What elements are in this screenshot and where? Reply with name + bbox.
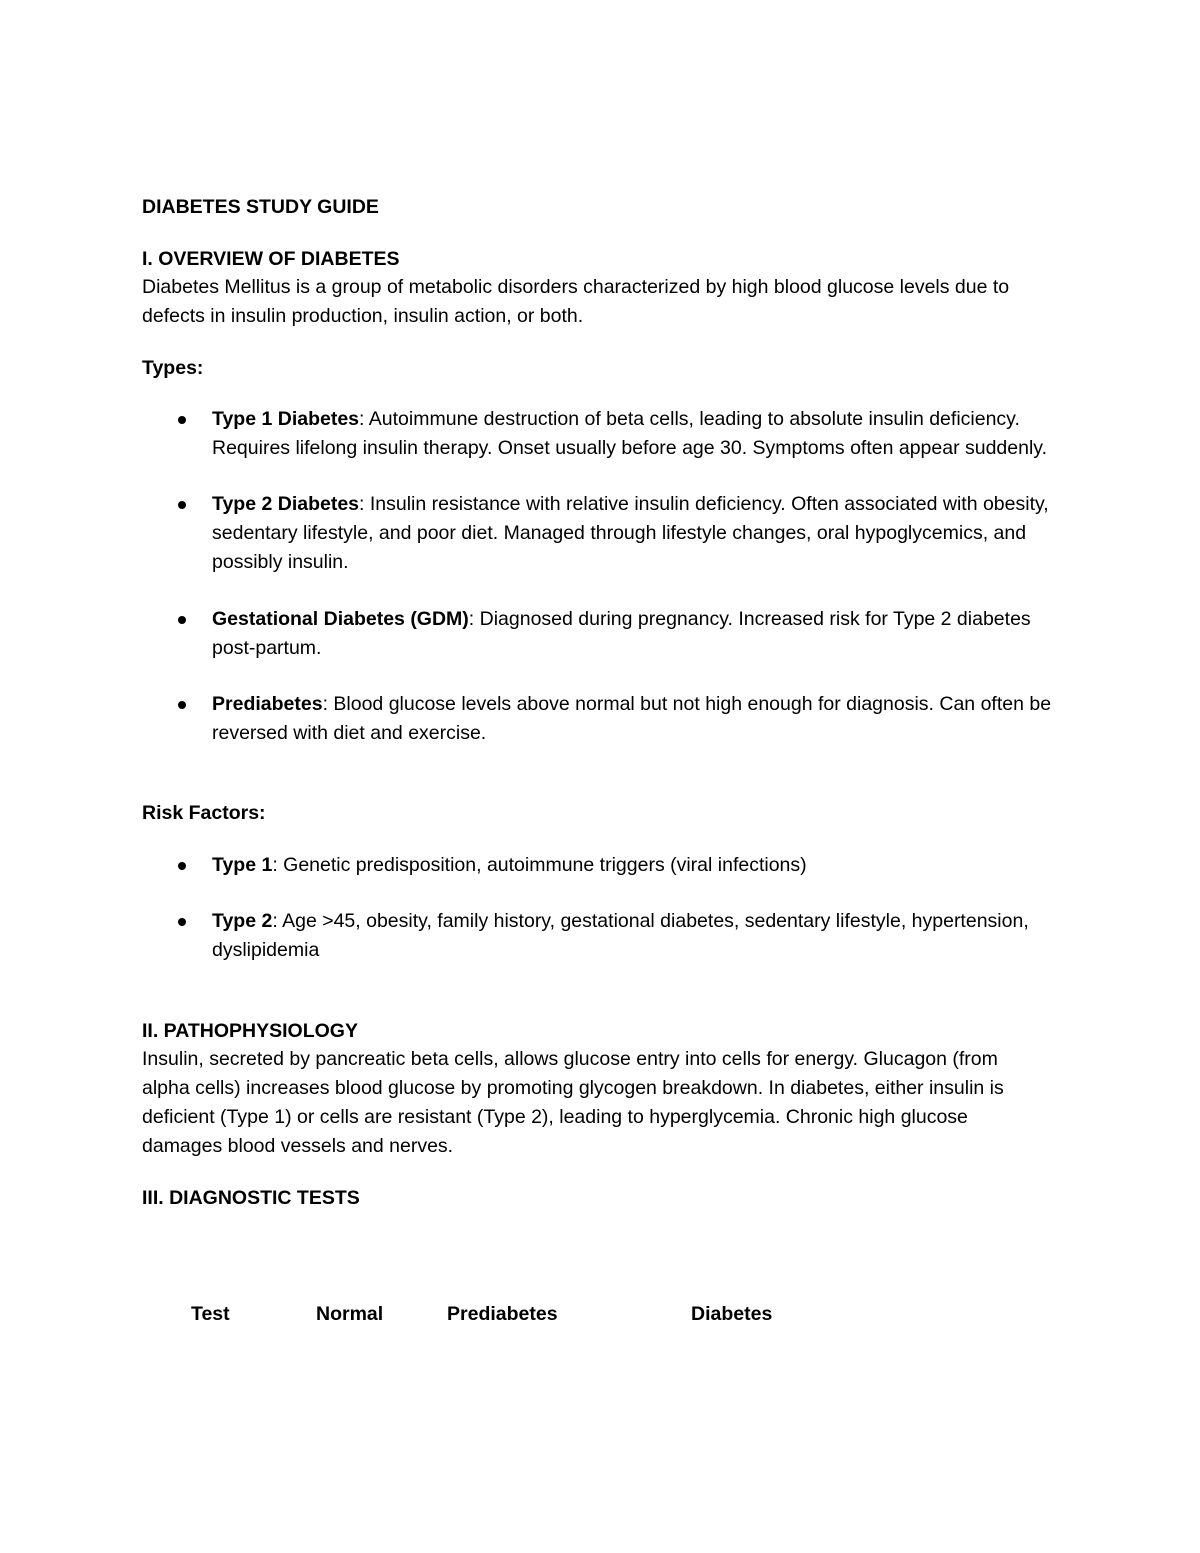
pathophysiology-heading: II. PATHOPHYSIOLOGY	[142, 1020, 358, 1042]
list-item-text: : Insulin resistance with relative insulin deficiency. Often associated with obesity, sedentary lifestyle, and poor diet. Managed through lifestyle changes, oral hypoglycemics, and possibly insulin.	[212, 493, 1049, 573]
types-list	[142, 405, 1062, 748]
column-header-diabetes: Diabetes	[691, 1303, 773, 1325]
list-item-term: Type 1	[212, 854, 273, 876]
column-header-test: Test	[191, 1303, 230, 1325]
list-item	[142, 907, 1062, 965]
list-item-term: Type 2 Diabetes	[212, 493, 360, 515]
list-item	[142, 851, 1062, 880]
bullet-icon	[178, 501, 186, 509]
overview-heading: I. OVERVIEW OF DIABETES	[142, 248, 400, 270]
list-item-term: Type 1 Diabetes	[212, 408, 360, 430]
column-header-normal: Normal	[316, 1303, 384, 1325]
list-item	[142, 405, 1062, 463]
list-item-text: : Diagnosed during pregnancy. Increased risk for Type 2 diabetes post-partum.	[212, 608, 1031, 659]
pathophysiology-paragraph: Insulin, secreted by pancreatic beta cells, allows glucose entry into cells for energy. Glucagon (from alpha cells) increases blood glucose by promoting glycogen breakdown. In diabetes, either insulin is deficient (Type 1) or cells are resistant (Type 2), leading to hyperglycemia. Chronic high glucose damages blood vessels and nerves.	[142, 1048, 1004, 1157]
overview-paragraph: Diabetes Mellitus is a group of metabolic disorders characterized by high blood glucose levels due to defects in insulin production, insulin action, or both.	[142, 276, 1010, 327]
list-item-text: : Age >45, obesity, family history, gestational diabetes, sedentary lifestyle, hypertension, dyslipidemia	[212, 910, 1029, 961]
list-item	[142, 490, 1062, 577]
document-title: DIABETES STUDY GUIDE	[142, 196, 379, 218]
bullet-icon	[178, 862, 186, 870]
list-item-text: : Autoimmune destruction of beta cells, leading to absolute insulin deficiency. Requires lifelong insulin therapy. Onset usually before age 30. Symptoms often appear suddenly.	[212, 408, 1048, 459]
document-body	[142, 193, 1062, 1212]
list-item-term: Type 2	[212, 910, 273, 932]
bullet-icon	[178, 616, 186, 624]
list-item-text: : Blood glucose levels above normal but not high enough for diagnosis. Can often be reversed with diet and exercise.	[212, 693, 1052, 744]
risk-factors-label: Risk Factors:	[142, 802, 266, 824]
bullet-icon	[178, 416, 186, 424]
list-item-term: Gestational Diabetes (GDM)	[212, 608, 469, 630]
list-item-text: : Genetic predisposition, autoimmune triggers (viral infections)	[272, 854, 807, 876]
column-header-prediabetes: Prediabetes	[447, 1303, 558, 1325]
risk-factors-list	[142, 851, 1062, 965]
diagnostic-table-header	[191, 1300, 891, 1328]
diagnostic-heading: III. DIAGNOSTIC TESTS	[142, 1187, 360, 1209]
bullet-icon	[178, 918, 186, 926]
bullet-icon	[178, 701, 186, 709]
list-item-term: Prediabetes	[212, 693, 323, 715]
list-item	[142, 605, 1062, 663]
types-label: Types:	[142, 357, 204, 379]
list-item	[142, 690, 1062, 748]
